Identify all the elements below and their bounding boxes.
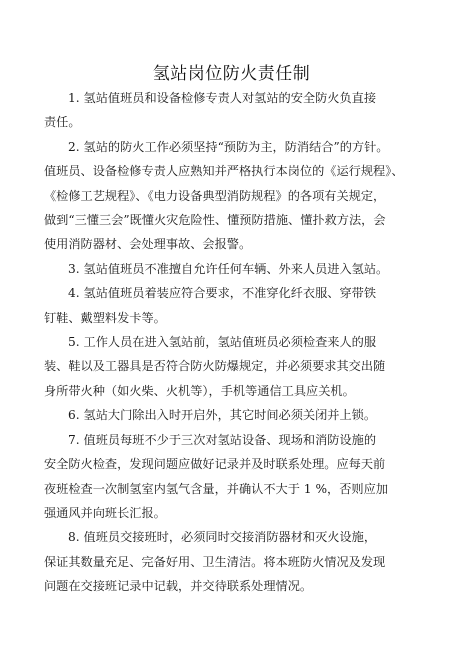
paragraph-line: 4. 氢站值班员着装应符合要求，不准穿化纤衣服、穿带铁 (68, 286, 377, 301)
paragraph-line: 夜班检查一次制氢室内氢气含量，并确认不大于 1 %，否则应加 (44, 481, 388, 496)
paragraph-line: 使用消防器材、会处理事故、会报警。 (44, 237, 252, 252)
paragraph-4 (44, 281, 420, 330)
paragraph-line: 3. 氢站值班员不准擅自允许任何车辆、外来人员进入氢站。 (68, 261, 389, 276)
page-title: 氢站岗位防火责任制 (152, 64, 311, 84)
paragraph-2 (44, 135, 420, 257)
paragraph-8 (44, 525, 420, 598)
paragraph-line: 责任。 (44, 115, 81, 130)
paragraph-line: 值班员、设备检修专责人应熟知并严格执行本岗位的《运行规程》、 (44, 164, 404, 179)
paragraph-line: 保证其数量充足、完备好用、卫生清洁。将本班防火情况及发现 (44, 554, 386, 569)
paragraph-line: 强通风并向班长汇报。 (44, 505, 166, 520)
paragraph-line: 6. 氢站大门除出入时开启外，其它时间必须关闭并上锁。 (68, 408, 377, 423)
paragraph-line: 安全防火检查，发现问题应做好记录并及时联系处理。应每天前 (44, 457, 386, 472)
paragraph-line: 装、鞋以及工器具是否符合防火防爆规定，并必须要求其交出随 (44, 359, 386, 374)
paragraph-line: 问题在交接班记录中记载，并交待联系处理情况。 (44, 579, 313, 594)
paragraph-line: 8. 值班员交接班时，必须同时交接消防器材和灭火设施， (68, 530, 377, 545)
paragraph-line: 7. 值班员每班不少于三次对氢站设备、现场和消防设施的 (68, 432, 377, 447)
paragraph-3 (44, 257, 420, 281)
paragraph-line: 2. 氢站的防火工作必须坚持“预防为主，防消结合”的方针。 (68, 139, 389, 154)
paragraph-line: 钉鞋、戴塑料发卡等。 (44, 310, 166, 325)
paragraph-line: 做到“三懂三会”既懂火灾危险性、懂预防措施、懂扑救方法，会 (44, 213, 386, 228)
paragraph-line: 《检修工艺规程》、《电力设备典型消防规程》的各项有关规定， (44, 188, 386, 203)
paragraph-6 (44, 403, 420, 427)
paragraph-line: 5. 工作人员在进入氢站前，氢站值班员必须检查来人的服 (68, 335, 377, 350)
document-body (44, 86, 420, 599)
paragraph-line: 身所带火种（如火柴、火机等），手机等通信工具应关机。 (44, 383, 355, 398)
paragraph-7 (44, 428, 420, 526)
paragraph-1 (44, 86, 420, 135)
paragraph-5 (44, 330, 420, 403)
paragraph-line: 1. 氢站值班员和设备检修专责人对氢站的安全防火负直接 (68, 91, 377, 105)
